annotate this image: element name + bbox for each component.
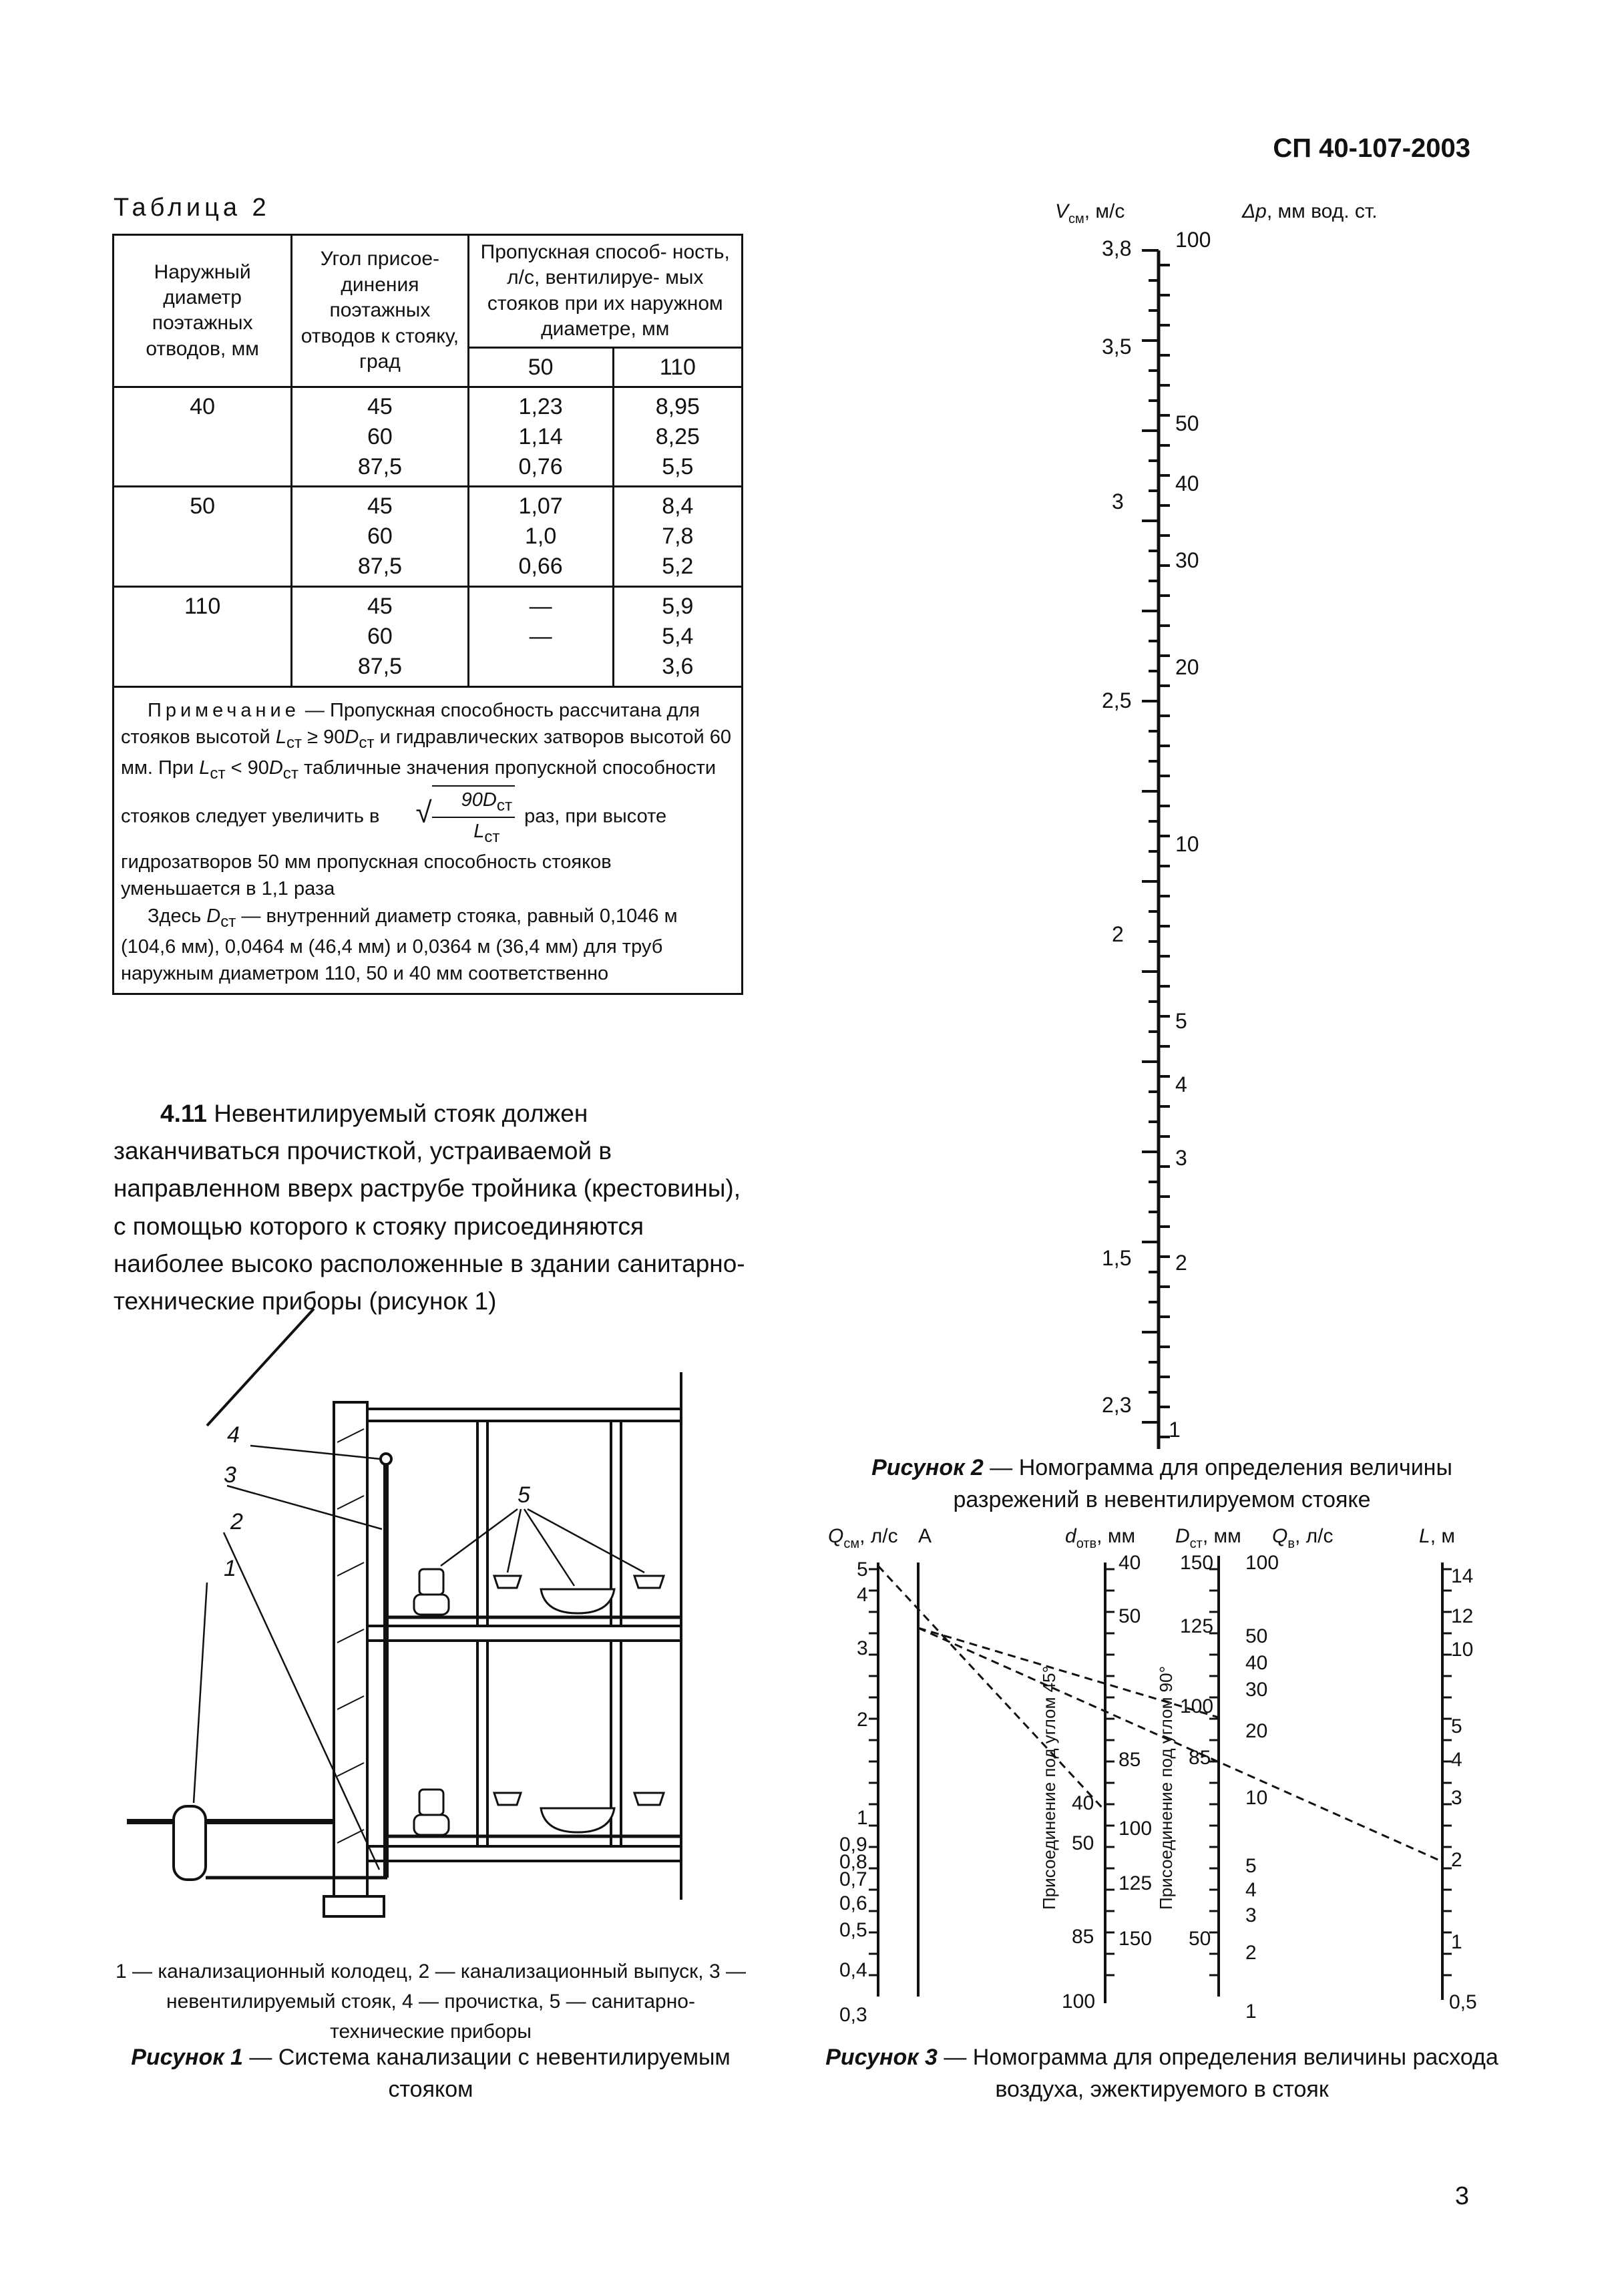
caption-label: Рисунок 3 [825, 2045, 938, 2070]
qv-label: 50 [1245, 1625, 1268, 1647]
qv-label: 30 [1245, 1679, 1268, 1701]
axis-title-left: $V_{см}$, м/с [1055, 200, 1125, 226]
right-label: 50 [1175, 411, 1199, 435]
left-label: 2,5 [1102, 688, 1132, 712]
axis-title-dst: $D_{ст}$, мм [1175, 1525, 1241, 1551]
cell-value: — [529, 623, 552, 649]
table-note [114, 686, 743, 994]
qv-label: 1 [1245, 2001, 1257, 2023]
header-sub-50: 50 [468, 347, 613, 387]
l-label: 1 [1451, 1931, 1462, 1953]
q-label: 4 [857, 1584, 868, 1606]
q-label: 0,8 [839, 1851, 867, 1873]
leader-line [441, 1509, 518, 1566]
cell-angles [292, 387, 468, 487]
paragraph-4-11 [114, 1095, 748, 1320]
leader-line [508, 1509, 521, 1573]
right-label: 2 [1175, 1251, 1187, 1275]
toilet-bowl [414, 1815, 449, 1835]
cell-value: 87,5 [357, 453, 403, 479]
cell-v50 [468, 487, 613, 587]
d90-label: 85 [1119, 1749, 1141, 1771]
q-label: 2 [857, 1709, 868, 1731]
note-text: раз, при высоте гидрозатворов 50 мм пропускная способность стояков уменьшается в 1,1 раза [121, 805, 667, 900]
lower-slab [367, 1846, 681, 1861]
leader-line [194, 1583, 207, 1803]
right-label: 20 [1175, 655, 1199, 679]
bathtub-fixture [541, 1589, 614, 1613]
dst-label: 50 [1189, 1928, 1211, 1950]
cell-value: 5,4 [662, 623, 694, 649]
table-note-row [114, 686, 743, 994]
d90-label: 40 [1119, 1552, 1141, 1574]
note-text: Здесь [148, 905, 207, 927]
figure-2-nomogram [1042, 194, 1456, 1462]
page-number: 3 [1454, 2182, 1469, 2210]
q-label: 0,3 [839, 2004, 867, 2026]
sqrt-expression: √ $90D_{ст}$ $L_{ст}$ [389, 785, 516, 849]
figure-1-legend: 1 — канализационный колодец, 2 — канализационный выпуск, 3 — невентилируемый стояк, 4 — прочистка, 5 — санитарно-технические приборы [115, 1960, 746, 2043]
left-label: 3,8 [1102, 236, 1132, 260]
right-label: 10 [1175, 832, 1199, 856]
cell-value: 45 [367, 594, 393, 619]
cell-value [475, 652, 607, 682]
q-label: 5 [857, 1558, 868, 1581]
l-label: 5 [1451, 1715, 1462, 1737]
document-code: СП 40-107-2003 [1273, 134, 1470, 163]
header-angle: Угол присое- динения поэтажных отводов к стояку, град [292, 235, 468, 387]
note-text: — Пропускная способность рассчитана для стояков высотой [121, 699, 700, 749]
cell-value: 3,6 [662, 653, 694, 679]
middle-slab [367, 1626, 681, 1641]
callout-3: 3 [224, 1462, 236, 1488]
dashed-line [918, 1628, 1442, 1862]
sink-fixture [634, 1793, 664, 1805]
qv-label: 4 [1245, 1879, 1257, 1901]
qv-label: 100 [1245, 1552, 1279, 1574]
dashed-line [878, 1566, 1105, 1811]
table-header-row [114, 235, 743, 348]
q-label: 0,6 [839, 1892, 867, 1914]
table-2 [112, 234, 743, 995]
left-label: 3 [1112, 489, 1124, 513]
caption-text: — Номограмма для определения величины расхода воздуха, эжектируемого в стояк [937, 2045, 1498, 2102]
qv-label: 10 [1245, 1787, 1268, 1809]
l-label: 0,5 [1449, 1991, 1477, 2013]
qv-label: 20 [1245, 1720, 1268, 1742]
table-row [114, 587, 743, 687]
right-label: 30 [1175, 548, 1199, 572]
header-capacity: Пропускная способ- ность, л/с, вентилируе- мых стояков при их наружном диаметре, мм [468, 235, 742, 348]
sqrt-denominator: L [473, 821, 485, 843]
q-label: 0,7 [839, 1868, 867, 1890]
d45-label: 40 [1072, 1792, 1094, 1814]
figure-3-caption [825, 2042, 1499, 2105]
cell-v110 [613, 387, 742, 487]
label-45-degree: Присоединение под углом 45° [1039, 1665, 1059, 1910]
note-var: D [345, 726, 359, 749]
cell-value: 8,4 [662, 493, 694, 519]
cell-angles [292, 487, 468, 587]
cell-value: 87,5 [357, 653, 403, 679]
label-90-degree: Присоединение под углом 90° [1156, 1665, 1176, 1910]
note-sub: ст [484, 828, 500, 847]
l-label: 2 [1451, 1849, 1462, 1871]
cell-v50 [468, 587, 613, 687]
figure-1-diagram [107, 1309, 748, 1950]
axis-title-right: Δp, мм вод. ст. [1242, 200, 1378, 222]
right-label: 4 [1175, 1072, 1187, 1096]
note-sub: ст [220, 912, 236, 931]
cell-value: 0,76 [518, 453, 563, 479]
d90-label: 50 [1119, 1605, 1141, 1627]
note-text: ≥ 90 [302, 726, 345, 749]
note-var: D [206, 905, 221, 927]
figure-3-nomogram [825, 1516, 1499, 2026]
caption-text: — Система канализации с невентилируемым стояком [242, 2045, 731, 2102]
note-var: L [199, 757, 210, 779]
cell-v110 [613, 587, 742, 687]
qv-label: 3 [1245, 1904, 1257, 1926]
cell-value: 5,9 [662, 594, 694, 619]
table-row [114, 487, 743, 587]
header-sub-110: 110 [613, 347, 742, 387]
note-var: L [275, 726, 286, 749]
d45-label: 100 [1062, 1991, 1096, 2013]
d90-label: 100 [1119, 1818, 1153, 1840]
paragraph-text: Невентилируемый стояк должен заканчиваться прочисткой, устраиваемой в направленном вверх раструбе тройника (крестовины), с помощью которого к стояку присоединяются наиболее высоко расположенные в здании санитарно-технические приборы (рисунок 1) [114, 1100, 745, 1315]
note-var: D [268, 757, 283, 779]
right-label: 3 [1175, 1146, 1187, 1170]
d45-label: 85 [1072, 1926, 1094, 1948]
note-paragraph [121, 903, 735, 988]
cell-value: 45 [367, 393, 393, 419]
note-sub: ст [496, 796, 513, 815]
header-diameter: Наружный диаметр поэтажных отводов, мм [114, 235, 292, 387]
cell-value: 1,07 [518, 493, 563, 519]
cell-value: 0,66 [518, 554, 563, 580]
cell-diameter: 110 [114, 587, 292, 687]
left-label: 3,5 [1102, 335, 1132, 359]
right-label: 1 [1169, 1418, 1181, 1442]
note-text: — внутренний диаметр стояка, равный 0,1046 м (104,6 мм), 0,0464 м (46,4 мм) и 0,0364 м (36,4 мм) для труб наружным диаметром 110, 50 и 40 мм соответственно [121, 905, 678, 985]
note-sub: ст [359, 734, 375, 753]
caption-text: — Номограмма для определения величины разрежений в невентилируемом стояке [953, 1455, 1452, 1512]
cell-value: 60 [367, 524, 393, 550]
right-label: 40 [1175, 471, 1199, 495]
figure-2-caption [825, 1452, 1499, 1516]
d90-label: 150 [1119, 1928, 1153, 1950]
cell-value: 1,0 [525, 524, 557, 550]
cell-v110 [613, 487, 742, 587]
caption-label: Рисунок 1 [131, 2045, 243, 2070]
q-label: 1 [857, 1807, 868, 1829]
note-sub: ст [286, 734, 302, 753]
cell-value: 60 [367, 623, 393, 649]
right-label: 100 [1175, 228, 1211, 252]
left-label: 2 [1112, 922, 1124, 946]
sink-fixture [494, 1793, 521, 1805]
qv-label: 40 [1245, 1652, 1268, 1674]
cell-value: 60 [367, 423, 393, 449]
cell-angles [292, 587, 468, 687]
l-label: 3 [1451, 1787, 1462, 1809]
l-label: 10 [1451, 1639, 1474, 1661]
axis-title-l: L, м [1419, 1525, 1455, 1547]
note-sub: ст [210, 764, 226, 783]
cell-value: 5,5 [662, 453, 694, 479]
q-label: 3 [857, 1637, 868, 1659]
note-sub: ст [282, 764, 298, 783]
table-row [114, 387, 743, 487]
q-label: 0,4 [839, 1959, 867, 1981]
sewer-well [174, 1806, 206, 1880]
dst-label: 100 [1180, 1695, 1214, 1717]
axis-title-q: $Q_{см}$, л/с [828, 1525, 898, 1551]
axis-title-d: $d_{отв}$, мм [1065, 1525, 1136, 1551]
exterior-wall [334, 1402, 367, 1896]
cell-value: 8,25 [655, 423, 700, 449]
left-label: 1,5 [1102, 1246, 1132, 1270]
cell-value: — [529, 594, 552, 619]
bathtub-fixture [541, 1808, 614, 1832]
caption-label: Рисунок 2 [871, 1455, 984, 1480]
top-slab [367, 1409, 681, 1421]
cell-value: 1,14 [518, 423, 563, 449]
cell-v50 [468, 387, 613, 487]
d45-label: 50 [1072, 1832, 1094, 1854]
toilet-fixture [419, 1790, 443, 1815]
q-label: 0,9 [839, 1834, 867, 1856]
note-text: и гидравлических затворов высотой 60 мм. При [121, 726, 731, 779]
cell-value: 5,2 [662, 554, 694, 580]
note-text: < 90 [225, 757, 269, 779]
paragraph-number: 4.11 [160, 1100, 207, 1127]
axis-title-qv: $Q_в$, л/с [1272, 1525, 1334, 1551]
note-label: Примечание [148, 699, 300, 721]
cell-value: 1,23 [518, 393, 563, 419]
dst-label: 125 [1180, 1615, 1214, 1637]
foundation [324, 1896, 384, 1916]
callout-4: 4 [227, 1422, 240, 1448]
note-text: табличные значения пропускной способности стояков следует увеличить в [121, 757, 717, 827]
cell-value: 8,95 [655, 393, 700, 419]
roof-line [207, 1309, 314, 1426]
right-label: 5 [1175, 1009, 1187, 1033]
cell-diameter: 40 [114, 387, 292, 487]
left-label: 2,3 [1102, 1393, 1132, 1417]
axis-title-a: A [918, 1525, 932, 1547]
cell-value: 87,5 [357, 554, 403, 580]
sink-fixture [634, 1576, 664, 1588]
l-label: 12 [1451, 1605, 1474, 1627]
q-label: 0,5 [839, 1919, 867, 1941]
cell-diameter: 50 [114, 487, 292, 587]
cleanout [381, 1454, 391, 1464]
callout-1: 1 [224, 1556, 236, 1581]
dst-label: 85 [1189, 1747, 1211, 1769]
note-paragraph [121, 697, 735, 903]
callout-2: 2 [230, 1509, 243, 1534]
sink-fixture [494, 1576, 521, 1588]
l-label: 14 [1451, 1565, 1474, 1587]
l-label: 4 [1451, 1749, 1462, 1771]
cell-value: 7,8 [662, 524, 694, 550]
cell-value: 45 [367, 493, 393, 519]
qv-label: 5 [1245, 1855, 1257, 1877]
dst-label: 150 [1180, 1552, 1214, 1574]
qv-label: 2 [1245, 1942, 1257, 1964]
d90-label: 125 [1119, 1872, 1153, 1894]
callout-5: 5 [518, 1482, 530, 1508]
sqrt-numerator: 90D [461, 789, 497, 811]
toilet-bowl [414, 1595, 449, 1615]
figure-1-caption [114, 2042, 748, 2105]
toilet-fixture [419, 1569, 443, 1595]
table-caption: Таблица 2 [114, 194, 270, 222]
